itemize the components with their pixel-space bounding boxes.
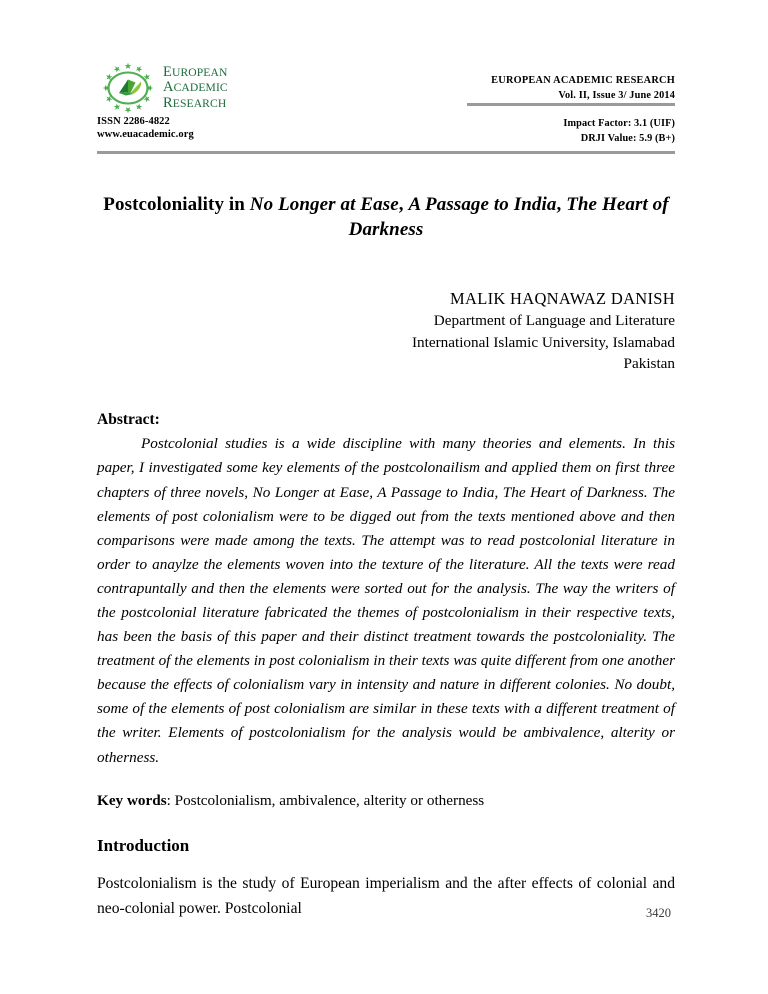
title-novel-the-heart-of-darkness: The Heart of Darkness: [348, 194, 669, 241]
author-name: MALIK HAQNAWAZ DANISH: [450, 288, 675, 308]
keywords-line: [97, 790, 675, 813]
abstract-label: Abstract:: [97, 411, 160, 429]
brand-wordmark: [163, 65, 228, 110]
brand-line-research: RESEARCH: [163, 94, 227, 111]
brand-line-academic: ACADEMIC: [163, 79, 228, 96]
journal-volume-issue: Vol. II, Issue 3/ June 2014: [558, 89, 675, 101]
journal-website[interactable]: www.euacademic.org: [97, 129, 194, 141]
abstract-text: Postcolonial studies is a wide discipline with many theories and elements. In this paper, I investigated some key elements of the postcolonailism and applied them on first three chapters of three novels, No Longer at Ease, A Passage to India, The Heart of Darkness. The elements of post colonialism were to be digged out from the texts mentioned above and then comparisons were made among the texts. The attempt was to read postcolonial literature in order to anaylze the elements woven into the texture of the literature. All the texts were read contrapuntally and then the elements were sorted out for the analysis. The way the writers of the postcolonial literature fabricated the themes of postcolonialism in their respective texts, has been the basis of this paper and their distinct treatment towards the postcoloniality. The treatment of the elements in post colonialism in their texts was quite different from one another because the effects of colonialism vary in intensity and nature in different colonies. No doubt, some of the elements of post colonialism are similar in these texts with a different treatment of the writer. Elements of postcolonialism for the analysis would be ambivalence, alterity or otherness.: [97, 435, 675, 766]
brand-line-european: EUROPEAN: [163, 64, 228, 81]
header-rule-short: [467, 103, 675, 106]
page-number: 3420: [646, 906, 671, 920]
journal-metrics: [563, 116, 675, 146]
title-novel-no-longer-at-ease: No Longer at Ease: [249, 194, 399, 215]
title-sep-2: ,: [556, 194, 567, 215]
impact-factor: Impact Factor: 3.1 (UIF): [563, 118, 675, 129]
page-title: [97, 192, 675, 243]
journal-brand: [97, 62, 367, 142]
title-sep-1: ,: [398, 194, 409, 215]
title-part-roman-1: Postcoloniality in: [103, 194, 250, 215]
keywords-separator: :: [166, 791, 175, 809]
author-block: [97, 287, 675, 375]
section-heading-introduction: Introduction: [97, 836, 190, 856]
author-country: Pakistan: [623, 355, 675, 373]
journal-meta: [375, 74, 675, 104]
author-institution: International Islamic University, Islamabad: [411, 333, 675, 351]
european-academic-research-emblem-icon: [97, 62, 161, 114]
drji-value: DRJI Value: 5.9 (B+): [580, 133, 675, 145]
issn-number: ISSN 2286-4822: [97, 116, 170, 127]
keywords-label: Key words: [97, 791, 167, 809]
header-rule-full: [97, 151, 675, 154]
brand-logo-row: [97, 62, 367, 114]
title-novel-a-passage-to-india: A Passage to India: [408, 194, 557, 215]
issn-block: [97, 115, 367, 142]
introduction-text: Postcolonialism is the study of European imperialism and the after effects of colonial and neo-colonial power. Postcolonial: [97, 875, 675, 918]
abstract-section: [97, 408, 675, 770]
page-content: [97, 62, 675, 937]
journal-title: EUROPEAN ACADEMIC RESEARCH: [491, 75, 675, 86]
keywords-value: Postcolonialism, ambivalence, alterity or otherness: [174, 791, 485, 809]
author-department: Department of Language and Literature: [433, 312, 675, 330]
page-header: [97, 62, 675, 154]
